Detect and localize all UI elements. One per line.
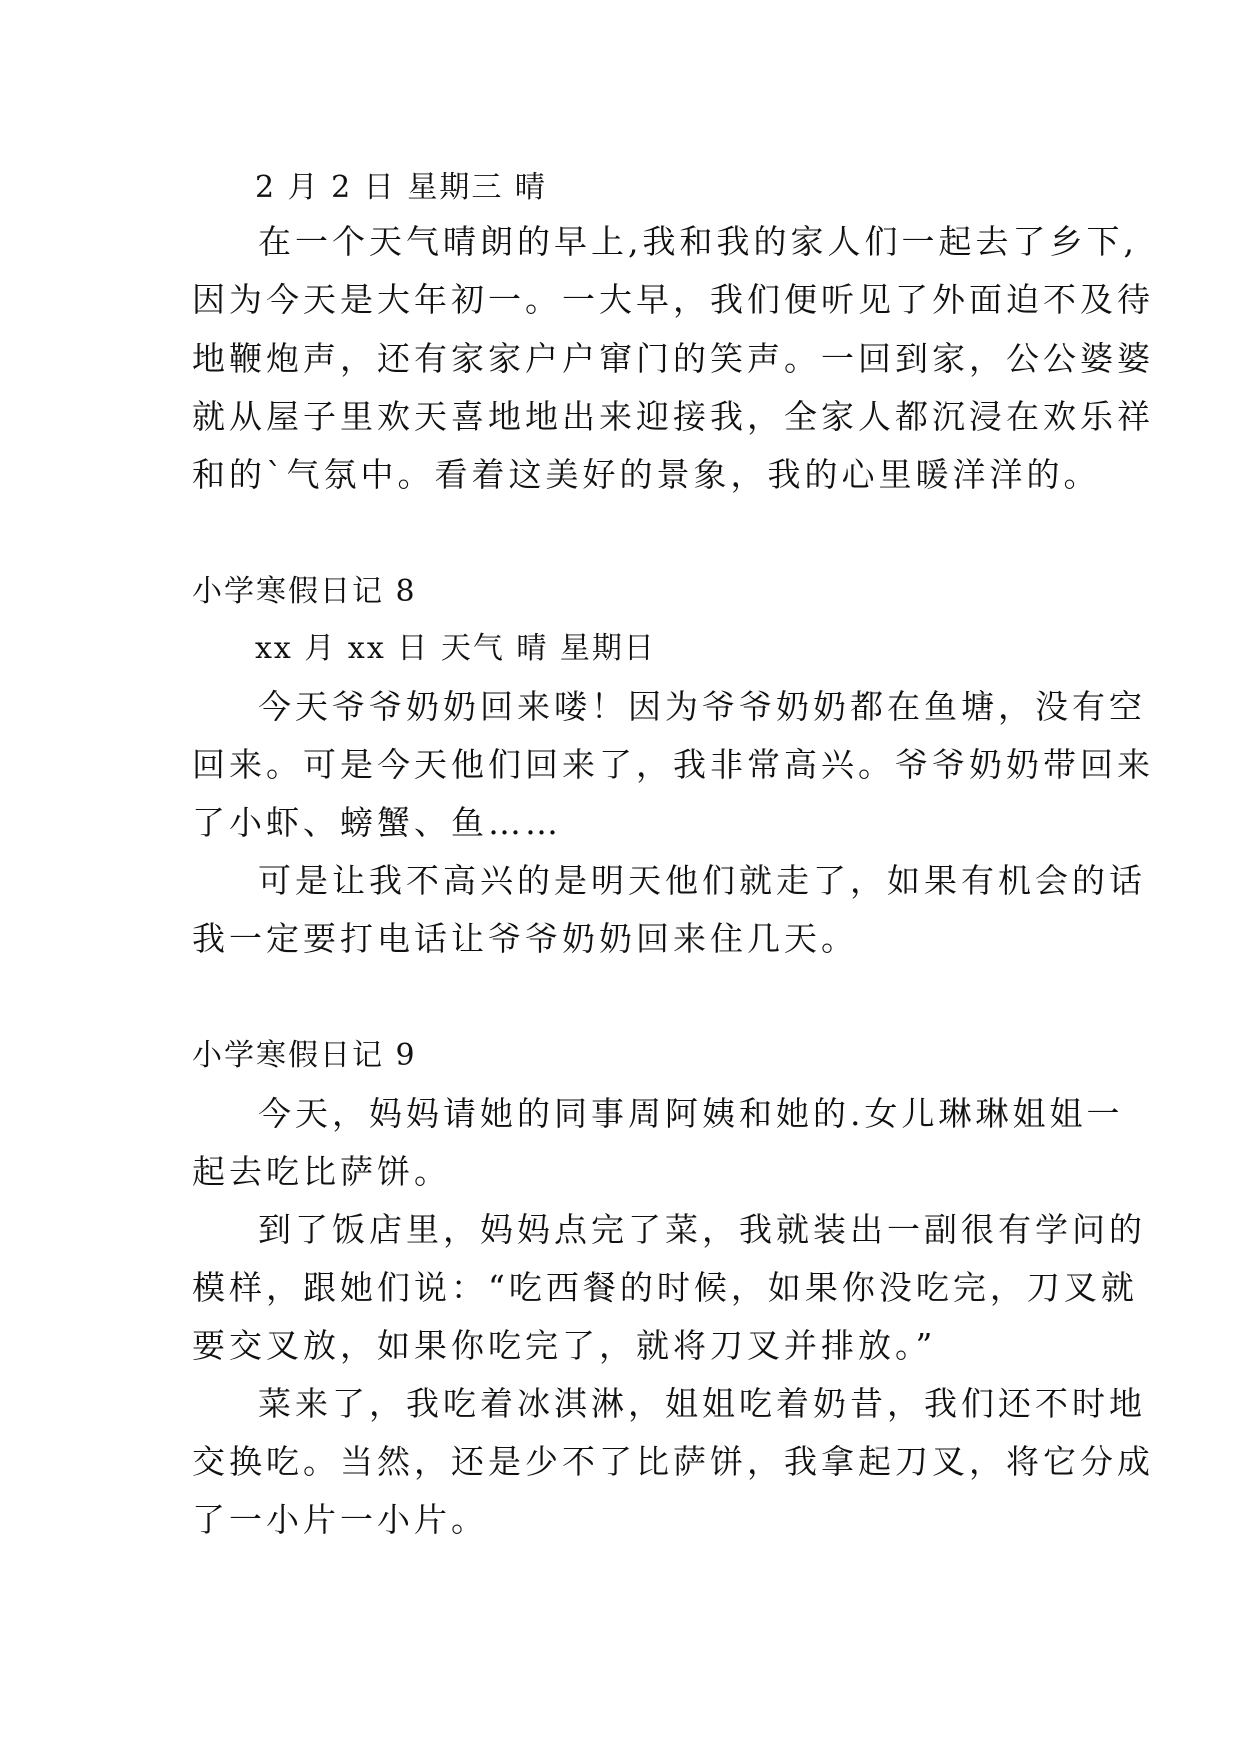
- paragraph-line: 菜来了，我吃着冰淇淋，姐姐吃着奶昔，我们还不时地: [258, 1384, 1146, 1423]
- paragraph-line: 交换吃。当然，还是少不了比萨饼，我拿起刀叉，将它分成: [192, 1442, 1154, 1481]
- paragraph-line: 到了饭店里，妈妈点完了菜，我就装出一副很有学问的: [258, 1210, 1146, 1249]
- paragraph-line: 今天爷爷奶奶回来喽！因为爷爷奶奶都在鱼塘，没有空: [258, 687, 1146, 726]
- entry-date-line: xx 月 xx 日 天气 晴 星期日: [255, 631, 656, 666]
- paragraph-line: 可是让我不高兴的是明天他们就走了，如果有机会的话: [258, 861, 1146, 900]
- paragraph-line: 和的`气氛中。看着这美好的景象，我的心里暖洋洋的。: [192, 455, 1101, 494]
- paragraph-line: 了一小片一小片。: [192, 1500, 488, 1539]
- entry-date-line: 2 月 2 日 星期三 晴: [255, 170, 547, 205]
- paragraph-line: 今天，妈妈请她的同事周阿姨和她的.女儿琳琳姐姐一: [258, 1094, 1124, 1133]
- paragraph-line: 在一个天气晴朗的早上,我和我的家人们一起去了乡下,: [258, 222, 1138, 261]
- entry-heading: 小学寒假日记 9: [192, 1038, 417, 1073]
- paragraph-line: 就从屋子里欢天喜地地出来迎接我，全家人都沉浸在欢乐祥: [192, 397, 1154, 436]
- paragraph-line: 要交叉放，如果你吃完了，就将刀叉并排放。”: [192, 1326, 937, 1365]
- entry-heading: 小学寒假日记 8: [192, 574, 417, 609]
- paragraph-line: 模样，跟她们说：“吃西餐的时候，如果你没吃完，刀叉就: [192, 1268, 1138, 1307]
- paragraph-line: 地鞭炮声，还有家家户户窜门的笑声。一回到家，公公婆婆: [192, 339, 1154, 378]
- paragraph-line: 我一定要打电话让爷爷奶奶回来住几天。: [192, 919, 858, 958]
- paragraph-line: 了小虾、螃蟹、鱼……: [192, 803, 562, 842]
- paragraph-line: 起去吃比萨饼。: [192, 1152, 451, 1191]
- paragraph-line: 因为今天是大年初一。一大早，我们便听见了外面迫不及待: [192, 280, 1154, 319]
- paragraph-line: 回来。可是今天他们回来了，我非常高兴。爷爷奶奶带回来: [192, 745, 1154, 784]
